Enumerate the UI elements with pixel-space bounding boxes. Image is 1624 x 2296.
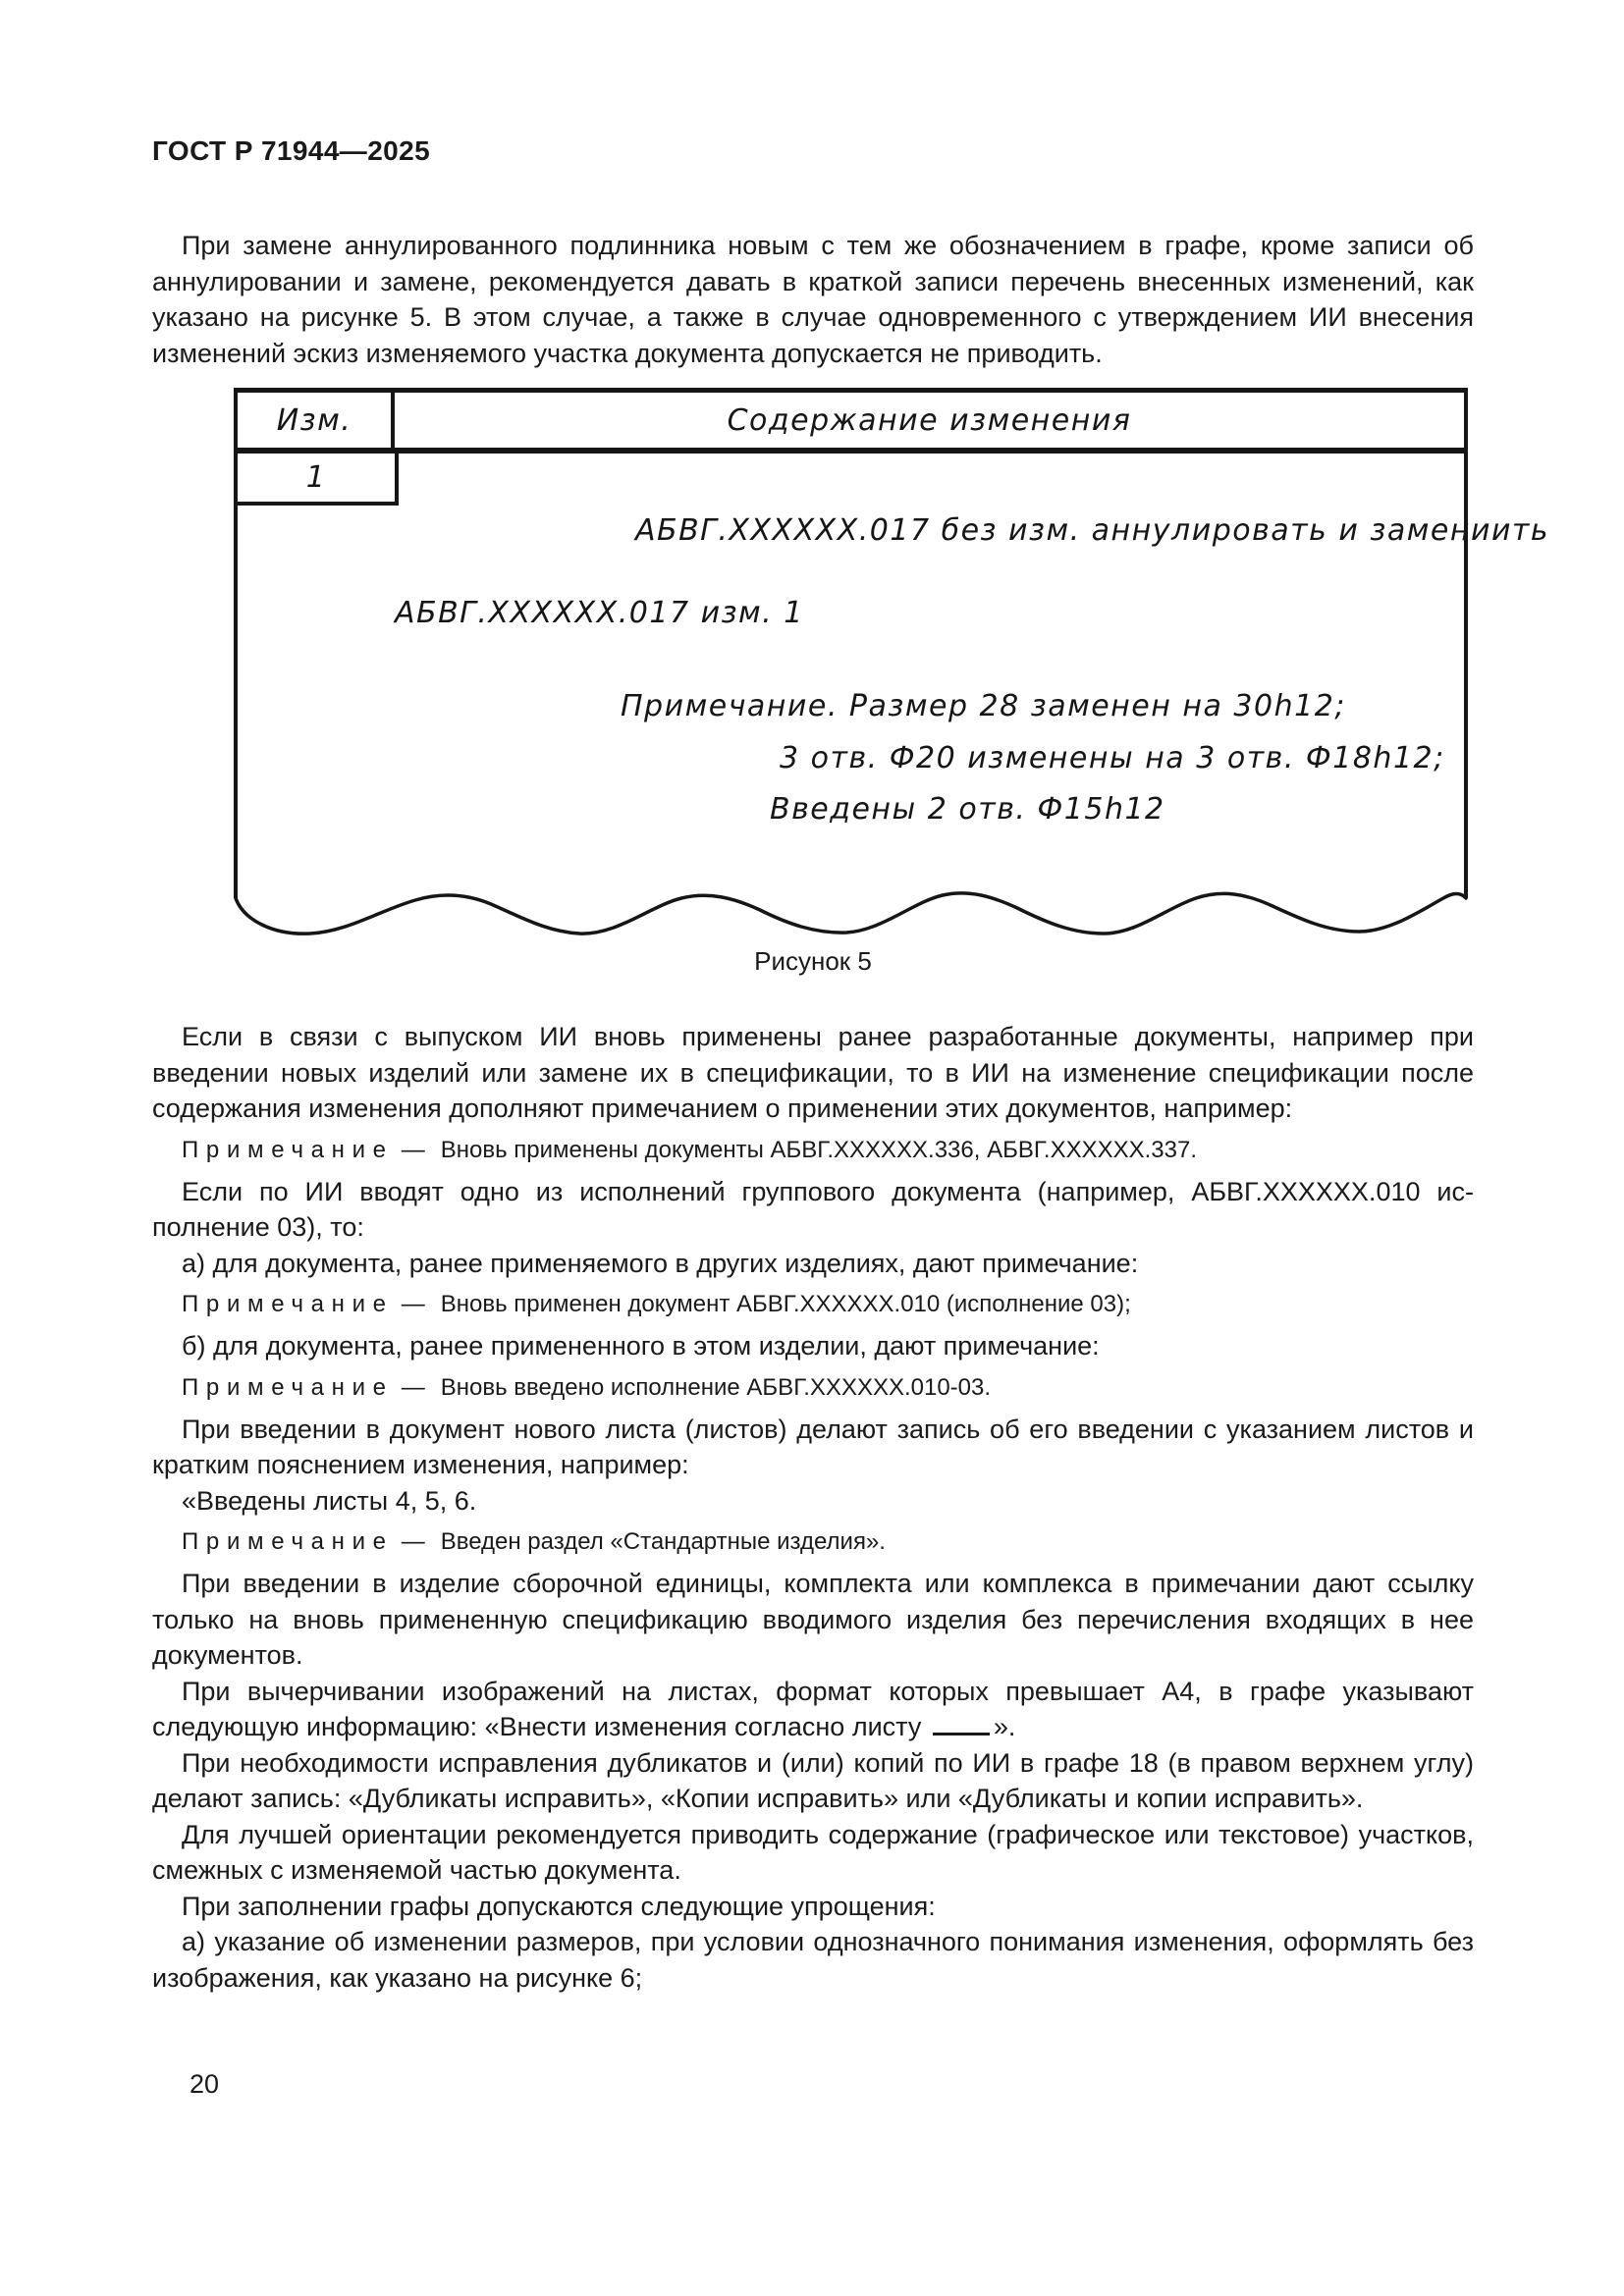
list-item-a: а) для документа, ранее применяемого в других изделиях, дают примечание: — [182, 1248, 1139, 1278]
paragraph-simplifications: При заполнении графы допускаются следующие упрощения: — [182, 1891, 936, 1921]
note-text: Вновь применены документы АБВГ.XXXXXX.336, АБВГ.XXXXXX.337. — [440, 1136, 1198, 1163]
note-4 — [152, 1528, 1474, 1556]
paragraph-replace-original: При замене аннулированного подлинника новым с тем же обозначением в графе, кроме записи об аннулировании и замене, рекомендуется давать в краткой записи перечень внесенных изменений, как указано на рисунке 5. В этом случае, а также в случае одновременного с утверждением ИИ внесения изменений эскиз изменяемого участка документа допускается не приводить. — [152, 231, 1474, 368]
change-entry-line-2: АБВГ.XXXXXX.017 изм. 1 — [395, 596, 804, 630]
paragraph-a4-text-after: ». — [993, 1712, 1016, 1741]
paragraph-a4-format — [152, 1674, 1474, 1745]
change-entry-line-1: АБВГ.XXXXXX.017 без изм. аннулировать и замениить — [635, 513, 1550, 548]
paragraph-assembly-unit: При введении в изделие сборочной единицы, комплекта или комплекса в примечании дают ссылку только на вновь примененную спецификацию вводимого изделия без перечисления входящих в нее документов. — [152, 1569, 1474, 1670]
note-label: Примечание — [182, 1291, 394, 1317]
note-text: Введен раздел «Стандартные изделия». — [440, 1528, 886, 1555]
standard-designation: ГОСТ Р 71944—2025 — [152, 135, 431, 166]
change-entry-note-line-2: 3 отв. Ф20 изменены на 3 отв. Ф18h12; — [780, 741, 1445, 775]
break-wave-line — [234, 884, 1468, 945]
paragraph-duplicates-copies: При необходимости исправления дубликатов и (или) копий по ИИ в графе 18 (в правом верхнем углу) делают запись: «Дубликаты исправить», «Копии исправить» или «Дубликаты и копии исправить». — [152, 1747, 1474, 1813]
note-label: Примечание — [182, 1373, 394, 1401]
change-number-cell: 1 — [238, 454, 399, 506]
note-dash: — — [401, 1373, 425, 1401]
list-item-b: б) для документа, ранее примененного в этом изделии, дают примечание: — [182, 1331, 1100, 1361]
figure-caption: Рисунок 5 — [754, 946, 872, 976]
change-entry-note-line-1: Примечание. Размер 28 заменен на 30h12; — [621, 689, 1346, 723]
note-dash: — — [401, 1291, 425, 1317]
paragraph-simplification-a: а) указание об изменении размеров, при условии однозначного понимания изменения, оформлять без изображения, как указано на рисунке 6; — [152, 1927, 1474, 1993]
table-header-change-content: Содержание изменения — [727, 402, 1132, 438]
figure-5 — [152, 388, 1550, 978]
note-dash: — — [401, 1136, 425, 1163]
note-label: Примечание — [182, 1528, 394, 1555]
change-entry-note-line-3: Введены 2 отв. Ф15h12 — [770, 792, 1165, 827]
note-1 — [152, 1137, 1474, 1164]
note-label: Примечание — [182, 1136, 394, 1163]
quote-sheets-introduced: «Введены листы 4, 5, 6. — [182, 1485, 477, 1516]
figure-5-frame — [234, 388, 1550, 898]
table-header-row — [238, 393, 1464, 454]
change-notice-table — [234, 388, 1550, 898]
page-content — [152, 228, 1550, 1996]
page-number: 20 — [189, 2069, 220, 2099]
table-header-izm: Изм. — [238, 393, 395, 448]
blank-underline — [933, 1729, 990, 1735]
paragraph-a4-text-before: При вычерчивании изображений на листах, формат которых превышает А4, в графе указывают следующую информацию: «Внести изменения согласно листу — [152, 1676, 1474, 1741]
note-text: Вновь применен документ АБВГ.XXXXXX.010 (исполнение 03); — [440, 1291, 1131, 1317]
paragraph-group-document: Если по ИИ вводят одно из исполнений группового документа (например, АБВГ.XXXXXX.010 исполнение 03), то: — [152, 1176, 1474, 1242]
note-dash: — — [401, 1528, 425, 1555]
note-3 — [152, 1374, 1474, 1402]
note-2 — [152, 1291, 1474, 1318]
paragraph-new-sheet: При введении в документ нового листа (листов) делают запись об его введении с указанием листов и кратким пояснением изменения, например: — [152, 1414, 1474, 1479]
paragraph-reused-documents: Если в связи с выпуском ИИ вновь применены ранее разработанные документы, например при введении новых изделий или замене их в спецификации, то в ИИ на изменение спецификации после содержания изменения дополняют примечанием о применении этих документов, например: — [152, 1022, 1474, 1123]
note-text: Вновь введено исполнение АБВГ.XXXXXX.010-03. — [440, 1373, 992, 1401]
paragraph-orientation: Для лучшей ориентации рекомендуется приводить содержание (графическое или текстовое) участков, смежных с изменяемой частью документа. — [152, 1819, 1474, 1885]
